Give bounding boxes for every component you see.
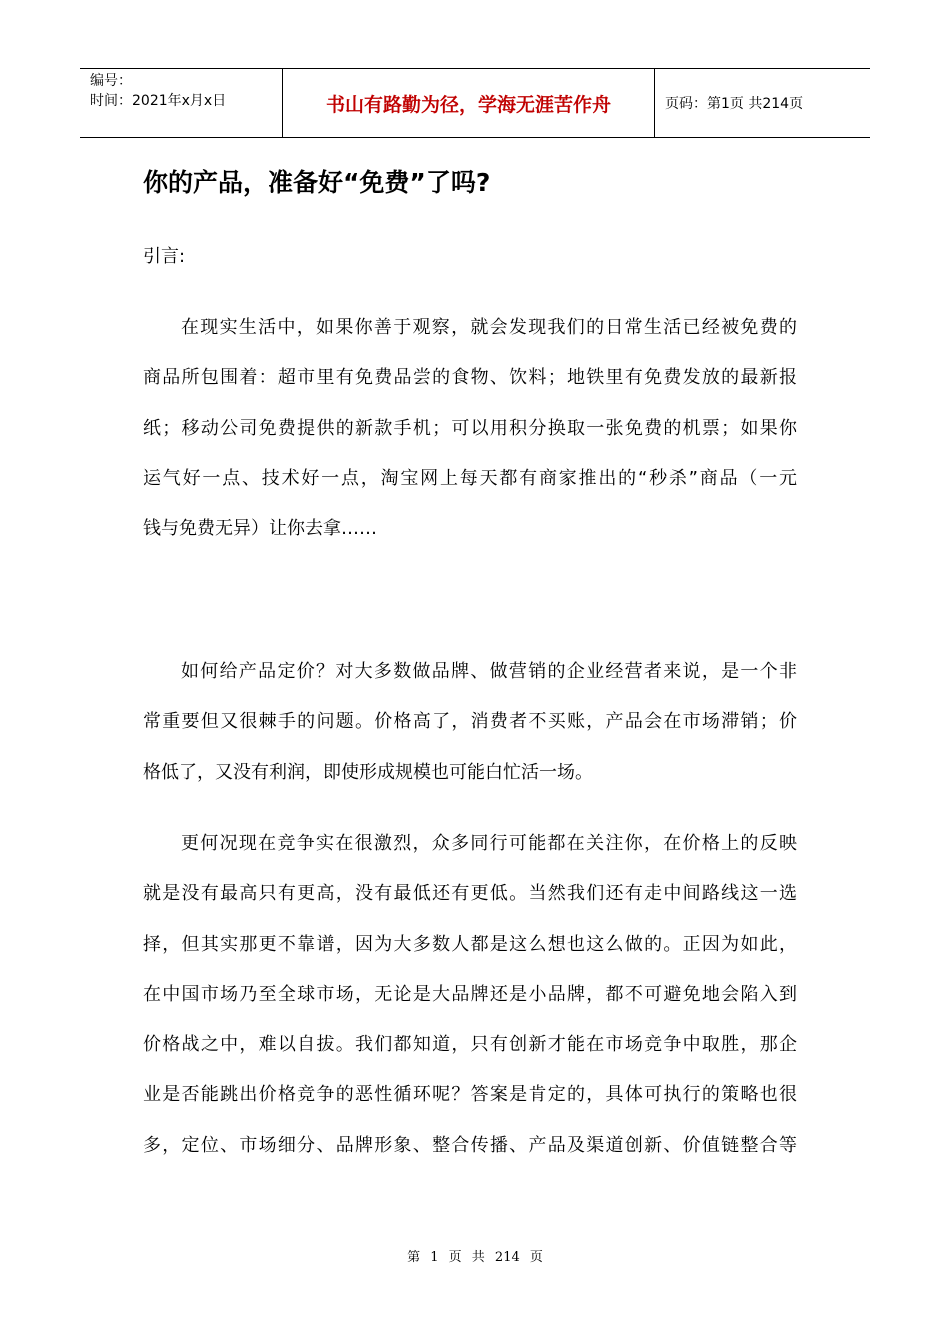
intro-label: 引言: xyxy=(143,246,186,267)
page-title: 你的产品，准备好“免费”了吗? xyxy=(143,168,491,197)
paragraph-line: 格低了，又没有利润，即使形成规模也可能白忙活一场。 xyxy=(143,761,593,783)
paragraph-line: 价格战之中，难以自拔。我们都知道，只有创新才能在市场竞争中取胜，那企 xyxy=(143,1034,797,1056)
paragraph-2 xyxy=(143,647,797,798)
paragraph-line: 运气好一点、技术好一点，淘宝网上每天都有商家推出的“秒杀”商品（一元 xyxy=(143,467,797,489)
paragraph-line: 钱与免费无异）让你去拿…… xyxy=(143,518,377,540)
header-table xyxy=(80,68,870,138)
paragraph-1 xyxy=(143,303,797,554)
paragraph-line: 更何况现在竞争实在很激烈，众多同行可能都在关注你，在价格上的反映 xyxy=(181,833,797,854)
paragraph-line: 常重要但又很棘手的问题。价格高了，消费者不买账，产品会在市场滞销；价 xyxy=(143,711,797,733)
header-page-cell xyxy=(655,69,870,137)
paragraph-line: 商品所包围着：超市里有免费品尝的食物、饮料；地铁里有免费发放的最新报 xyxy=(143,367,797,389)
header-meta-cell xyxy=(80,69,282,137)
page-footer: 第 1 页 共 214 页 xyxy=(407,1250,543,1265)
paragraph-line: 在现实生活中，如果你善于观察，就会发现我们的日常生活已经被免费的 xyxy=(181,317,797,338)
paragraph-line: 择，但其实那更不靠谱，因为大多数人都是这么想也这么做的。正因为如此， xyxy=(143,933,797,955)
date-label: 时间：2021年x月x日 xyxy=(90,93,227,109)
paragraph-line: 多，定位、市场细分、品牌形象、整合传播、产品及渠道创新、价值链整合等 xyxy=(143,1134,797,1156)
number-label: 编号： xyxy=(90,73,132,89)
paragraph-line: 在中国市场乃至全球市场，无论是大品牌还是小品牌，都不可避免地会陷入到 xyxy=(143,983,797,1005)
paragraph-line: 业是否能跳出价格竞争的恶性循环呢？答案是肯定的，具体可执行的策略也很 xyxy=(143,1084,797,1106)
paragraph-line: 就是没有最高只有更高，没有最低还有更低。当然我们还有走中间路线这一选 xyxy=(143,883,797,905)
paragraph-line: 纸；移动公司免费提供的新款手机；可以用积分换取一张免费的机票；如果你 xyxy=(143,417,797,439)
motto: 书山有路勤为径，学海无涯苦作舟 xyxy=(325,93,611,116)
header-motto-cell xyxy=(282,69,655,137)
paragraph-line: 如何给产品定价？对大多数做品牌、做营销的企业经营者来说，是一个非 xyxy=(181,661,797,682)
page-info: 页码：第1页 共214页 xyxy=(665,96,804,112)
paragraph-3 xyxy=(143,819,797,1171)
